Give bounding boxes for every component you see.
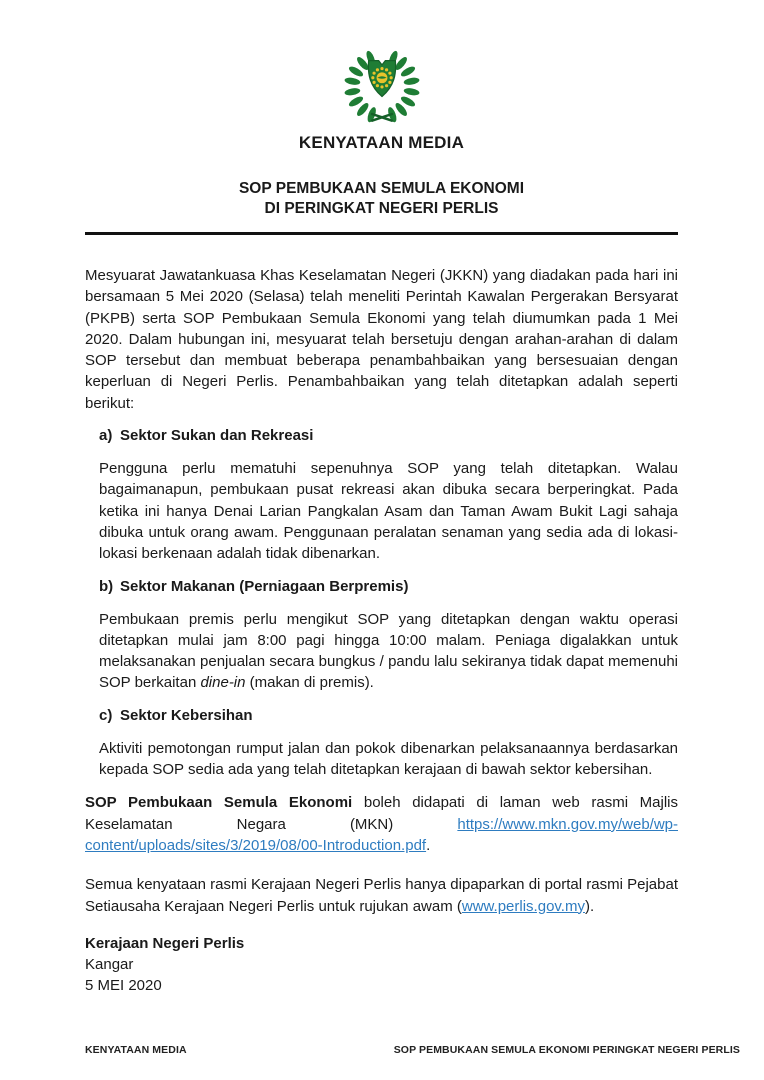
section-b-marker: b) [99, 577, 114, 595]
perlis-portal-link[interactable]: www.perlis.gov.my [461, 897, 585, 915]
media-statement-label: KENYATAAN MEDIA [298, 133, 465, 152]
footer-left-label: KENYATAAN MEDIA [85, 1044, 187, 1056]
sop-title-bold: SOP Pembukaan Semula Ekonomi [85, 794, 353, 812]
footer-right-label: SOP PEMBUKAAN SEMULA EKONOMI PERINGKAT NEGERI PERLIS [393, 1044, 740, 1056]
signoff-city: Kangar [85, 956, 134, 974]
section-sukan-rekreasi [99, 425, 678, 564]
official-portal-paragraph [85, 874, 678, 917]
document-title-line1: SOP PEMBUKAAN SEMULA EKONOMI [238, 180, 525, 197]
sop-availability-paragraph [85, 792, 678, 856]
section-b-body [99, 609, 678, 694]
section-c-heading-text: Sektor Kebersihan [120, 706, 253, 724]
sop-availability-text: boleh didapati di laman web rasmi Majlis Keselamatan Negara (MKN) [85, 794, 679, 833]
document-title [85, 179, 678, 219]
intro-paragraph: Mesyuarat Jawatankuasa Khas Keselamatan Negeri (JKKN) yang diadakan pada hari ini bersamaan 5 Mei 2020 (Selasa) telah meneliti Perintah Kawalan Pergerakan Bersyarat (PKPB) serta SOP Pembukaan Semula Ekonomi yang telah diumumkan pada 1 Mei 2020. Dalam hubungan ini, mesyuarat telah bersetuju dengan arahan-arahan di dalam SOP tersebut dan membuat beberapa penambahbaikan yang bersesuaian dengan keperluan di Negeri Perlis. Penambahbaikan yang telah ditetapkan adalah seperti berikut: [85, 267, 678, 412]
section-b-heading-text: Sektor Makanan (Perniagaan Berpremis) [120, 577, 409, 595]
sop-after-link: . [426, 836, 431, 854]
section-kebersihan [99, 705, 678, 781]
portal-text: Semua kenyataan rasmi Kerajaan Negeri Perlis hanya dipaparkan di portal rasmi Pejabat Setiausaha Kerajaan Negeri Perlis untuk rujukan awam ( [85, 876, 678, 915]
title-divider-rule [85, 232, 678, 235]
page-footer [0, 1044, 764, 1056]
document-title-line2: DI PERINGKAT NEGERI PERLIS [264, 200, 499, 217]
dine-in-italic: dine-in [200, 674, 246, 692]
section-a-marker: a) [99, 427, 113, 445]
section-c-body: Aktiviti pemotongan rumput jalan dan pokok dibenarkan pelaksanaannya berdasarkan kepada SOP sedia ada yang telah ditetapkan kerajaan di bawah sektor kebersihan. [99, 739, 678, 779]
section-a-heading-text: Sektor Sukan dan Rekreasi [120, 427, 314, 445]
portal-after-link: ). [584, 897, 595, 915]
section-b-body-text: Pembukaan premis perlu mengikut SOP yang ditetapkan dengan waktu operasi ditetapkan mulai jam 8:00 pagi hingga 10:00 malam. Peniaga digalakkan untuk melaksanakan penjualan secara bungkus / pandu lalu sekiranya tidak dapat memenuhi SOP berkaitan [99, 610, 678, 692]
section-a-heading [99, 425, 678, 446]
section-a-body: Pengguna perlu mematuhi sepenuhnya SOP yang telah ditetapkan. Walau bagaimanapun, pembukaan pusat rekreasi akan dibuka secara berperingkat. Pada ketika ini hanya Denai Larian Pangkalan Asam dan Taman Awam Bukit Lagi sahaja dibuka untuk orang awam. Penggunaan peralatan senaman yang sedia ada di lokasi-lokasi berkenaan adalah tidak dibenarkan. [99, 460, 678, 563]
signoff-block [85, 933, 678, 997]
section-makanan [99, 576, 678, 694]
signoff-date: 5 MEI 2020 [85, 977, 162, 995]
perlis-crest-icon [332, 40, 432, 128]
section-b-heading [99, 576, 678, 597]
mkn-sop-link[interactable]: https://www.mkn.gov.my/web/wp-content/uploads/sites/3/2019/08/00-Introduction.pdf [85, 815, 678, 854]
crest-logo [85, 0, 678, 128]
section-b-body-after: (makan di premis). [249, 674, 374, 692]
signoff-organisation: Kerajaan Negeri Perlis [85, 934, 245, 952]
section-c-heading [99, 705, 678, 726]
section-c-marker: c) [99, 706, 113, 724]
